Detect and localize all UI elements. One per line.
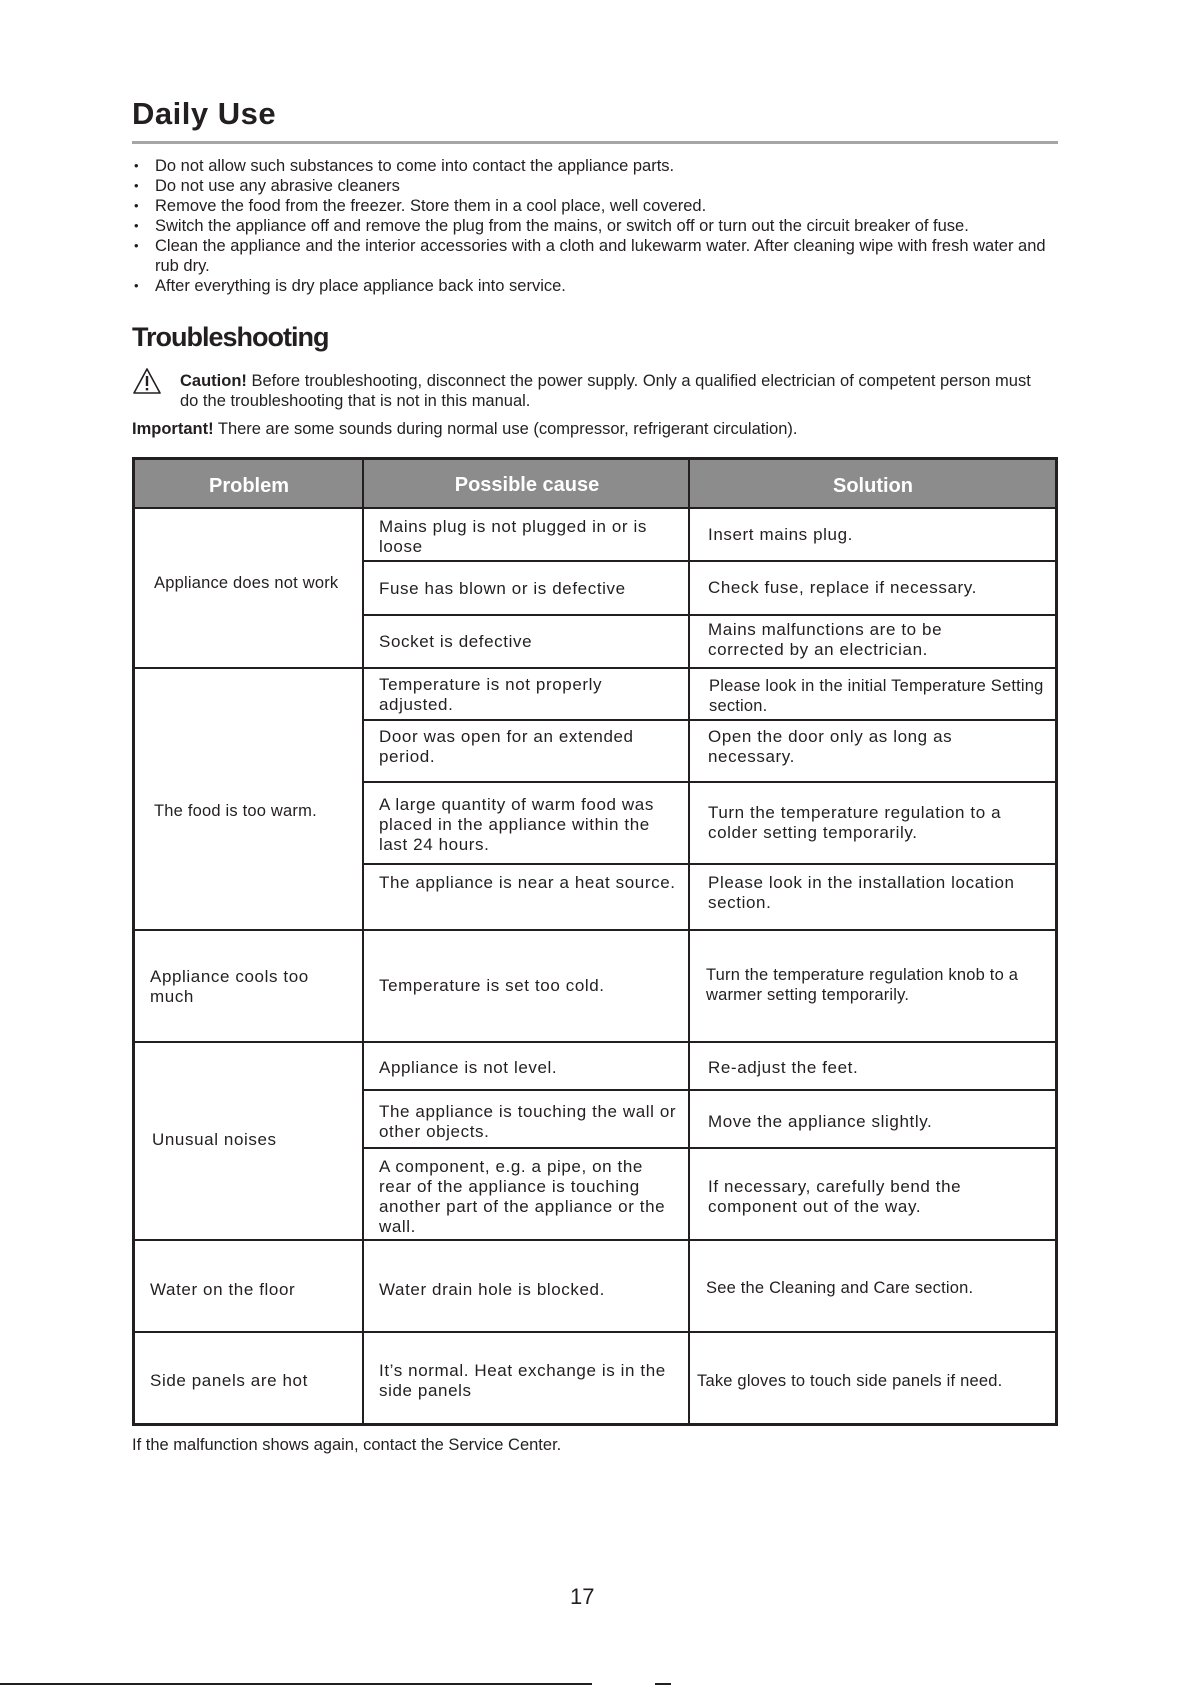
solution-cell: Re-adjust the feet. <box>708 1058 859 1077</box>
header-possible-cause: Possible cause <box>454 474 600 496</box>
cause-cell: Socket is defective <box>379 632 533 651</box>
solution-cell: Take gloves to touch side panels if need. <box>697 1372 1003 1390</box>
list-item: • After everything is dry place appliance back into service. <box>132 276 1072 296</box>
page-number: 17 <box>570 1584 595 1609</box>
row-divider <box>133 667 1057 669</box>
row-divider <box>133 929 1057 931</box>
daily-use-list <box>132 156 1072 296</box>
page-heading: Daily Use <box>132 96 277 131</box>
row-divider <box>133 507 1057 509</box>
cause-cell: A component, e.g. a pipe, on the rear of the appliance is touching another part of the appliance or the wall. <box>379 1157 666 1236</box>
problem-cell: Side panels are hot <box>150 1371 308 1390</box>
row-divider <box>133 1331 1057 1333</box>
header-solution: Solution <box>833 475 913 497</box>
important-note <box>132 419 797 439</box>
caution-note <box>180 371 1040 411</box>
caution-text: Before troubleshooting, disconnect the power supply. Only a qualified electrician of competent person must do the troubleshooting that is not in this manual. <box>180 372 1031 410</box>
cause-cell: It’s normal. Heat exchange is in the side panels <box>379 1361 666 1400</box>
solution-cell: Please look in the initial Temperature Setting section. <box>709 677 1044 715</box>
solution-cell: Turn the temperature regulation to a colder setting temporarily. <box>708 803 1002 842</box>
solution-cell: See the Cleaning and Care section. <box>706 1279 974 1297</box>
cause-cell: Appliance is not level. <box>379 1058 558 1077</box>
service-center-note: If the malfunction shows again, contact the Service Center. <box>132 1436 562 1454</box>
caution-label: Caution! <box>180 372 247 390</box>
problem-cell: Unusual noises <box>152 1130 277 1149</box>
cause-cell: A large quantity of warm food was placed in the appliance within the last 24 hours. <box>379 795 654 854</box>
problem-cell: Appliance does not work <box>154 574 339 592</box>
important-label: Important! <box>132 420 214 438</box>
important-text: There are some sounds during normal use (compressor, refrigerant circulation). <box>213 420 798 438</box>
header-problem: Problem <box>208 475 290 497</box>
list-item: • Clean the appliance and the interior accessories with a cloth and lukewarm water. After cleaning wipe with fresh water and rub dry. <box>132 236 1072 276</box>
solution-cell: Please look in the installation location section. <box>708 873 1015 912</box>
row-divider <box>133 1041 1057 1043</box>
solution-cell: If necessary, carefully bend the component out of the way. <box>708 1177 962 1216</box>
solution-cell: Mains malfunctions are to be corrected by an electrician. <box>708 620 943 659</box>
cause-cell: Fuse has blown or is defective <box>379 579 626 598</box>
row-divider <box>133 1239 1057 1241</box>
list-item: • Do not use any abrasive cleaners <box>132 176 1072 196</box>
cause-cell: Temperature is not properly adjusted. <box>379 675 603 714</box>
row-divider <box>363 1147 1057 1149</box>
list-item: • Remove the food from the freezer. Store them in a cool place, well covered. <box>132 196 1072 216</box>
cause-cell: Water drain hole is blocked. <box>379 1280 605 1299</box>
column-divider <box>362 458 364 1424</box>
heading-divider <box>132 141 1058 144</box>
problem-cell: Water on the floor <box>150 1280 296 1299</box>
list-item: • Switch the appliance off and remove the plug from the mains, or switch off or turn out the circuit breaker of fuse. <box>132 216 1072 236</box>
row-divider <box>363 719 1057 721</box>
solution-cell: Insert mains plug. <box>708 525 853 544</box>
troubleshooting-heading: Troubleshooting <box>132 322 329 352</box>
warning-triangle-icon <box>132 367 162 395</box>
row-divider <box>363 1089 1057 1091</box>
cause-cell: The appliance is touching the wall or other objects. <box>379 1102 677 1141</box>
cause-cell: The appliance is near a heat source. <box>379 873 676 892</box>
problem-cell: Appliance cools too much <box>150 967 309 1006</box>
cause-cell: Mains plug is not plugged in or is loose <box>379 517 647 556</box>
solution-cell: Open the door only as long as necessary. <box>708 727 953 766</box>
column-divider <box>688 458 690 1424</box>
list-item: • Do not allow such substances to come into contact the appliance parts. <box>132 156 1072 176</box>
solution-cell: Turn the temperature regulation knob to a warmer setting temporarily. <box>706 966 1019 1004</box>
solution-cell: Move the appliance slightly. <box>708 1112 933 1131</box>
problem-cell: The food is too warm. <box>154 802 317 820</box>
solution-cell: Check fuse, replace if necessary. <box>708 578 977 597</box>
row-divider <box>363 863 1057 865</box>
cause-cell: Temperature is set too cold. <box>379 976 605 995</box>
row-divider <box>363 614 1057 616</box>
row-divider <box>363 781 1057 783</box>
row-divider <box>363 560 1057 562</box>
cause-cell: Door was open for an extended period. <box>379 727 634 766</box>
